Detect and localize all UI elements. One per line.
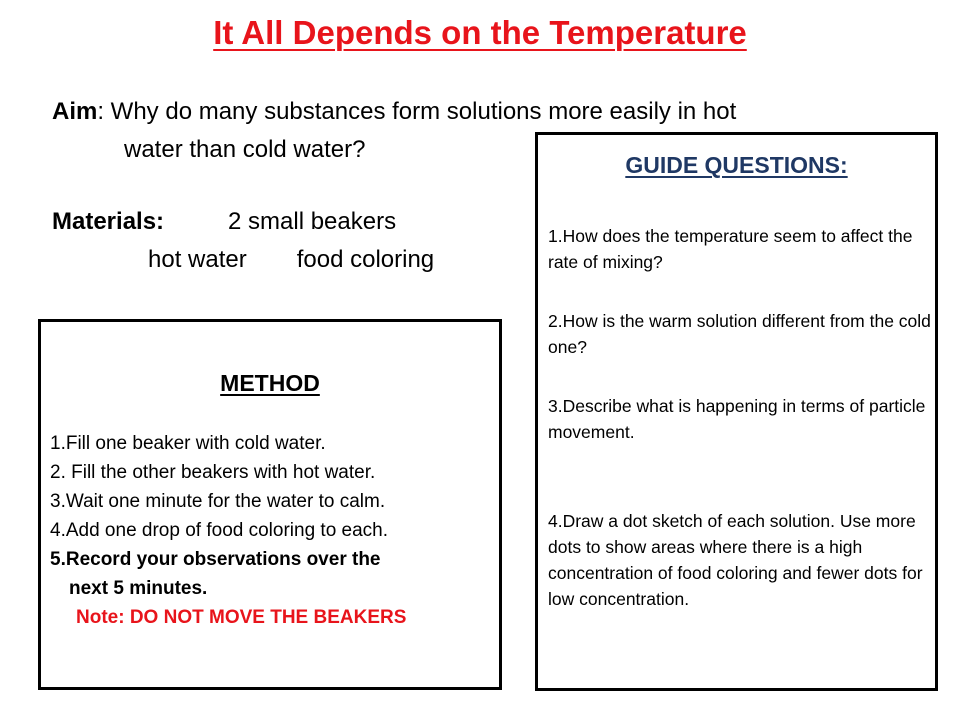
method-step: 1.Fill one beaker with cold water.: [50, 433, 326, 454]
aim-text-2: water than cold water?: [124, 136, 366, 163]
method-step: 4.Add one drop of food coloring to each.: [50, 520, 389, 541]
guide-questions-title: GUIDE QUESTIONS:: [625, 152, 848, 178]
materials-section: [52, 203, 522, 279]
materials-label: Materials:: [52, 208, 165, 235]
materials-row-2: [52, 241, 522, 279]
guide-question-4: 4.Draw a dot sketch of each solution. Use more dots to show areas where there is a high concentration of food coloring and fewer dots for low concentration.: [548, 511, 923, 609]
materials-row-1: [52, 203, 522, 241]
method-steps-list: [50, 429, 502, 632]
method-step-continued: next 5 minutes.: [69, 578, 208, 599]
material-item-2: hot water: [148, 246, 247, 273]
material-item-1: 2 small beakers: [228, 208, 397, 235]
guide-question-1: 1.How does the temperature seem to affect the rate of mixing?: [548, 226, 913, 272]
method-step: 3.Wait one minute for the water to calm.: [50, 491, 386, 512]
method-warning-note: Note: DO NOT MOVE THE BEAKERS: [76, 607, 407, 628]
method-title: METHOD: [220, 370, 320, 396]
material-item-3: food coloring: [296, 246, 435, 273]
method-step: 2. Fill the other beakers with hot water.: [50, 462, 376, 483]
aim-text-1: : Why do many substances form solutions more easily in hot: [97, 98, 737, 125]
guide-question-3: 3.Describe what is happening in terms of particle movement.: [548, 396, 926, 442]
method-box: [38, 319, 502, 690]
method-step: 5.Record your observations over the: [50, 549, 381, 570]
aim-line-1: [52, 93, 872, 131]
aim-label: Aim: [52, 98, 98, 125]
guide-questions-box: [535, 132, 938, 691]
guide-question-2: 2.How is the warm solution different from the cold one?: [548, 311, 931, 357]
page-title: It All Depends on the Temperature: [213, 14, 747, 51]
